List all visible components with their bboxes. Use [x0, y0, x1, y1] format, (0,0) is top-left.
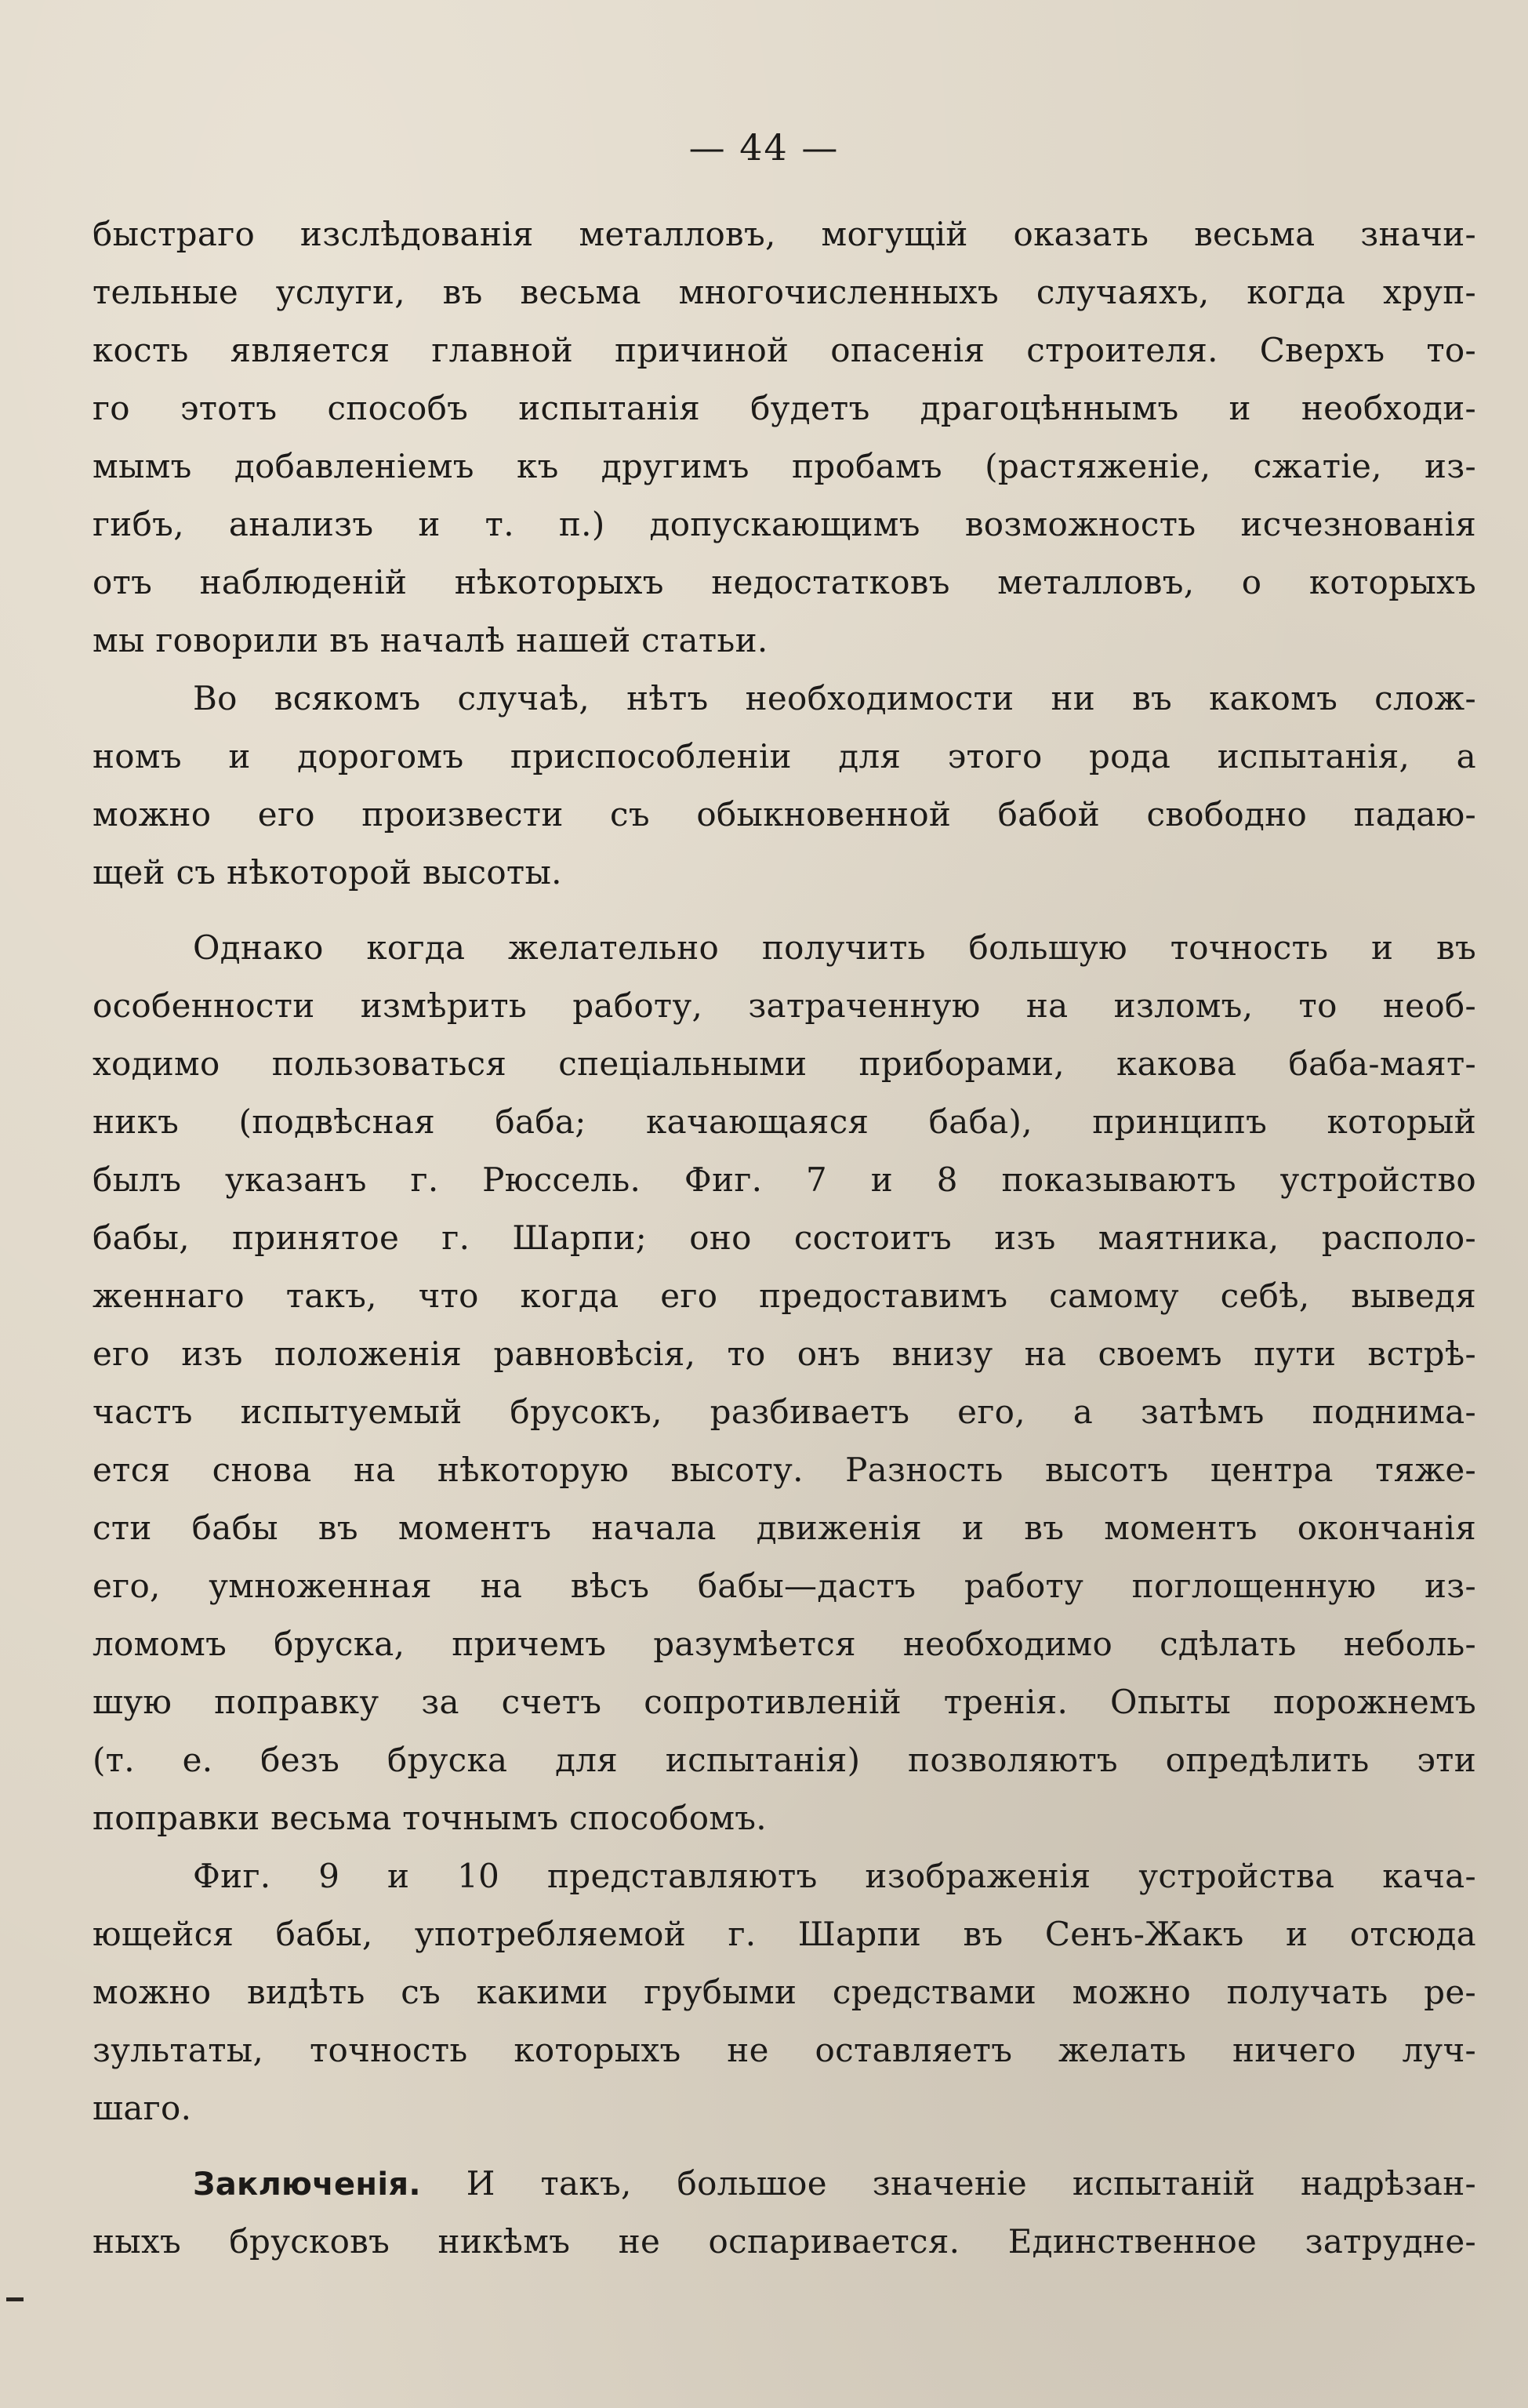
text-line: можно видѣть съ какими грубыми средствами можно получать ре- [93, 1973, 1476, 2011]
margin-mark [6, 2297, 24, 2301]
text-line: Во всякомъ случаѣ, нѣтъ необходимости ни въ какомъ слож- [193, 679, 1476, 717]
conclusion-heading: Заключенія. [193, 2166, 421, 2203]
text-line: (т. е. безъ бруска для испытанія) позволяютъ опредѣлить эти [93, 1741, 1476, 1779]
text-line: никъ (подвѣсная баба; качающаяся баба), принципъ который [93, 1102, 1476, 1141]
text-line: щей съ нѣкоторой высоты. [93, 853, 562, 892]
text-line: Фиг. 9 и 10 представляютъ изображенія устройства кача- [193, 1857, 1476, 1895]
text-line: его изъ положенія равновѣсія, то онъ внизу на своемъ пути встрѣ- [93, 1335, 1476, 1373]
text-line: его, умноженная на вѣсъ бабы—дастъ работу поглощенную из- [93, 1567, 1476, 1605]
text-line: ющейся бабы, употребляемой г. Шарпи въ Сенъ-Жакъ и отсюда [93, 1915, 1476, 1953]
text-line: шую поправку за счетъ сопротивленій тренія. Опыты порожнемъ [93, 1683, 1476, 1721]
text-line: особенности измѣрить работу, затраченную на изломъ, то необ- [93, 986, 1476, 1025]
conclusion-text: И такъ, большое значеніе испытаній надрѣзан- [466, 2164, 1477, 2203]
text-line: ется снова на нѣкоторую высоту. Разность высотъ центра тяже- [93, 1451, 1476, 1489]
text-line: ломомъ бруска, причемъ разумѣется необходимо сдѣлать неболь- [93, 1625, 1476, 1663]
text-line: ходимо пользоваться спеціальными приборами, какова баба-маят- [93, 1044, 1476, 1083]
text-line: шаго. [93, 2089, 192, 2127]
text-line: го этотъ способъ испытанія будетъ драгоцѣннымъ и необходи- [93, 389, 1476, 427]
text-line: Однако когда желательно получить большую точность и въ [193, 928, 1476, 967]
text-line: мы говорили въ началѣ нашей статьи. [93, 621, 768, 659]
text-line: быстраго изслѣдованія металловъ, могущій оказать весьма значи- [93, 215, 1476, 253]
text-line: мымъ добавленіемъ къ другимъ пробамъ (растяженіе, сжатіе, из- [93, 447, 1476, 485]
text-line: поправки весьма точнымъ способомъ. [93, 1799, 767, 1837]
text-line: ныхъ брусковъ никѣмъ не оспаривается. Единственное затрудне- [93, 2222, 1476, 2261]
text-line: отъ наблюденій нѣкоторыхъ недостатковъ металловъ, о которыхъ [93, 563, 1476, 601]
page-number: — 44 — [688, 126, 840, 169]
conclusion-first-line [93, 2155, 1476, 2213]
text-line: можно его произвести съ обыкновенной бабой свободно падаю- [93, 795, 1476, 834]
text-line: тельные услуги, въ весьма многочисленныхъ случаяхъ, когда хруп- [93, 273, 1476, 311]
text-line: частъ испытуемый брусокъ, разбиваетъ его, а затѣмъ поднима- [93, 1393, 1476, 1431]
text-line: кость является главной причиной опасенія строителя. Сверхъ то- [93, 331, 1476, 369]
text-line: женнаго такъ, что когда его предоставимъ самому себѣ, выведя [93, 1277, 1476, 1315]
text-line: номъ и дорогомъ приспособленіи для этого рода испытанія, а [93, 737, 1476, 775]
text-line: сти бабы въ моментъ начала движенія и въ моментъ окончанія [93, 1509, 1476, 1547]
text-line: былъ указанъ г. Рюссель. Фиг. 7 и 8 показываютъ устройство [93, 1160, 1476, 1199]
paragraph-gap [93, 902, 1476, 919]
body-text [93, 205, 1476, 2271]
text-line: зультаты, точность которыхъ не оставляетъ желать ничего луч- [93, 2031, 1476, 2069]
text-line: бабы, принятое г. Шарпи; оно состоитъ изъ маятника, располо- [93, 1219, 1476, 1257]
paragraph-gap [93, 2137, 1476, 2155]
text-line: гибъ, анализъ и т. п.) допускающимъ возможность исчезнованія [93, 505, 1476, 543]
